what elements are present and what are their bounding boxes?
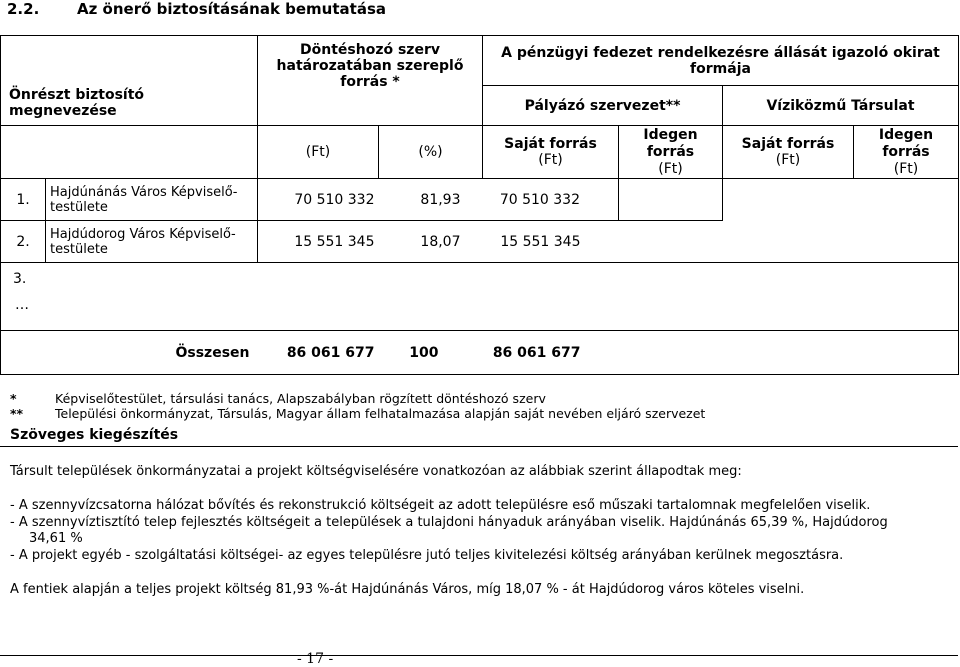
supplement-intro: Társult települések önkormányzatai a projekt költségviselésére vonatkozóan az alábbiak szerint állapodtak meg: bbox=[10, 464, 742, 479]
row-pct: 18,07 bbox=[379, 221, 483, 263]
supplement-bullet-continued: 34,61 % bbox=[29, 531, 83, 546]
row-number: 2. bbox=[1, 221, 46, 263]
row-number: 1. bbox=[1, 179, 46, 221]
header-applicant: Pályázó szervezet** bbox=[483, 86, 723, 126]
total-own-source: 86 061 677 bbox=[483, 331, 619, 375]
row-number: 3. bbox=[13, 271, 27, 287]
footnote bbox=[10, 406, 705, 421]
supplement-bullet: - A szennyvíztisztító telep fejlesztés költségeit a települések a tulajdoni hányaduk arányában viselik. Hajdúnánás 65,39 %, Hajdúdorog bbox=[10, 515, 888, 530]
supplement-conclusion: A fentiek alapján a teljes projekt költség 81,93 %-át Hajdúnánás Város, míg 18,07 % - át Hajdúdorog város köteles viselni. bbox=[10, 582, 805, 597]
page-number: - 17 - bbox=[297, 651, 334, 667]
ellipsis: … bbox=[15, 297, 29, 313]
utility-foreign-source-label: Idegen forrás bbox=[878, 126, 934, 160]
row-pct: 81,93 bbox=[379, 179, 483, 221]
utility-own-source-label: Saját forrás bbox=[741, 136, 835, 152]
header-decision-source: Döntéshozó szerv határozatában szereplő forrás * bbox=[258, 36, 483, 126]
total-ft: 86 061 677 bbox=[258, 331, 379, 375]
unit-pct: (%) bbox=[379, 126, 483, 179]
supplement-bullet: - A projekt egyéb - szolgáltatási költségei- az egyes településre jutó teljes kivitelezési költség arányában kerülnek megosztásra. bbox=[10, 548, 844, 563]
row-name: Hajdúnánás Város Képviselő-testülete bbox=[46, 179, 258, 221]
row-name: Hajdúdorog Város Képviselő-testülete bbox=[46, 221, 258, 263]
section-heading bbox=[7, 0, 386, 18]
header-utility: Víziközmű Társulat bbox=[723, 86, 959, 126]
section-number: 2.2. bbox=[7, 0, 40, 18]
footnote-mark: ** bbox=[10, 406, 24, 421]
own-source-unit: (Ft) bbox=[538, 152, 563, 168]
row-own-source: 70 510 332 bbox=[483, 179, 619, 221]
foreign-source-label: Idegen forrás bbox=[643, 126, 698, 160]
footnote-text: Települési önkormányzat, Társulás, Magyar állam felhatalmazása alapján saját nevében eljáró szervezet bbox=[55, 406, 706, 421]
utility-foreign-source-unit: (Ft) bbox=[893, 160, 919, 177]
funding-table bbox=[0, 35, 959, 375]
supplement-box bbox=[0, 446, 958, 656]
foreign-source-unit: (Ft) bbox=[658, 160, 683, 177]
total-row bbox=[1, 331, 959, 375]
supplement-title: Szöveges kiegészítés bbox=[10, 427, 179, 443]
supplement-bullet: - A szennyvízcsatorna hálózat bővítés és rekonstrukció költségeit az adott településre eső műszaki tartalomnak megfelelően viselik. bbox=[10, 498, 871, 513]
footnote bbox=[10, 391, 546, 406]
row-own-source: 15 551 345 bbox=[483, 221, 619, 263]
section-title: Az önerő biztosításának bemutatása bbox=[77, 0, 386, 18]
table-row bbox=[1, 179, 959, 221]
unit-ft: (Ft) bbox=[258, 126, 379, 179]
own-source-label: Saját forrás bbox=[504, 136, 597, 152]
table-row bbox=[1, 221, 959, 263]
total-label: Összesen bbox=[1, 331, 258, 375]
utility-own-source-unit: (Ft) bbox=[775, 152, 801, 168]
header-proof-form: A pénzügyi fedezet rendelkezésre állását igazoló okirat formája bbox=[483, 36, 959, 86]
header-provider: Önrészt biztosító megnevezése bbox=[1, 36, 258, 126]
footnote-mark: * bbox=[10, 391, 17, 406]
footnote-text: Képviselőtestület, társulási tanács, Alapszabályban rögzített döntéshozó szerv bbox=[55, 391, 546, 406]
row-ft: 15 551 345 bbox=[258, 221, 379, 263]
table-row bbox=[1, 263, 959, 331]
row-ft: 70 510 332 bbox=[258, 179, 379, 221]
total-pct: 100 bbox=[379, 331, 483, 375]
